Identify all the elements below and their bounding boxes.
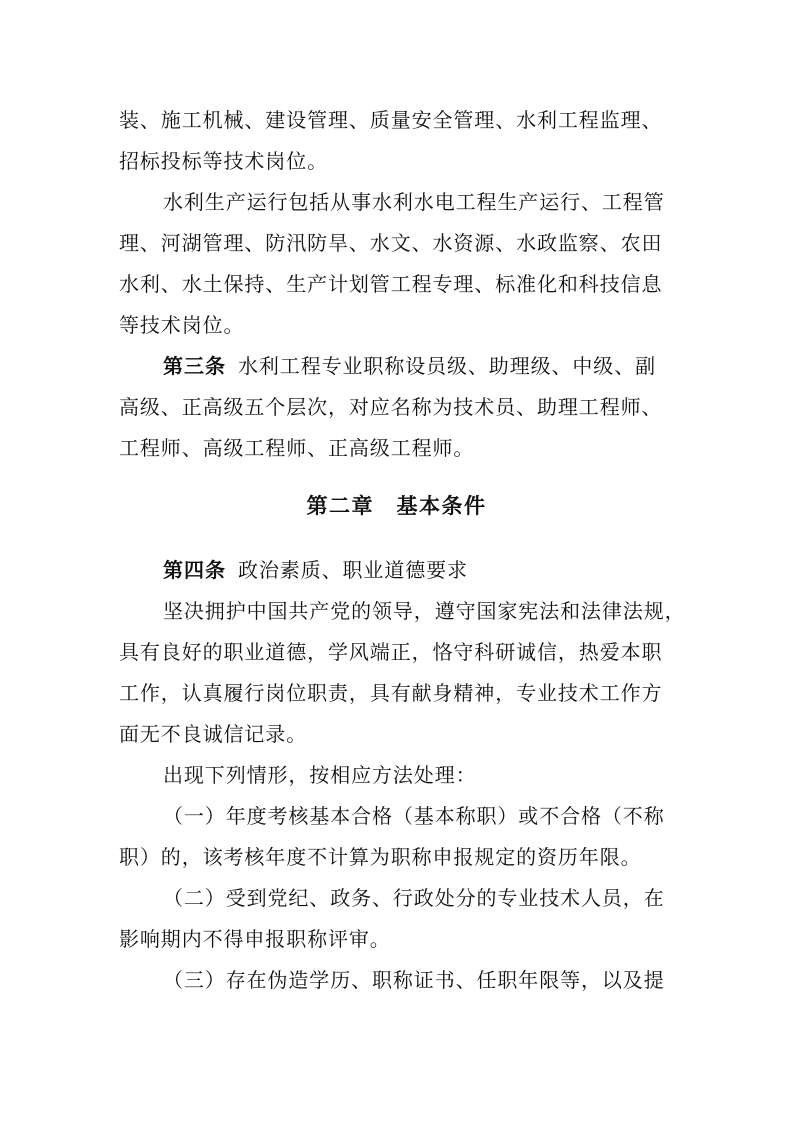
body-text-line: 等技术岗位。 — [119, 313, 245, 337]
article-3-label: 第三条 — [163, 354, 226, 378]
chapter-heading: 第二章 基本条件 — [306, 494, 487, 518]
body-text-line: 工作，认真履行岗位职责，具有献身精神，专业技术工作方 — [119, 681, 663, 705]
body-text-line: 具有良好的职业道德，学风端正，恪守科研诚信，热爱本职 — [119, 640, 663, 664]
list-item-line: 职）的，该考核年度不计算为职称申报规定的资历年限。 — [119, 845, 642, 869]
article-3-line — [163, 352, 723, 380]
list-item-line: （二）受到党纪、政务、行政处分的专业技术人员，在 — [163, 886, 665, 910]
body-text-line: 工程师、高级工程师、正高级工程师。 — [119, 436, 475, 460]
list-item-line: 影响期内不得申报职称评审。 — [119, 927, 391, 951]
body-text-line: 出现下列情形，按相应方法处理： — [163, 763, 477, 787]
body-text-line: 高级、正高级五个层次，对应名称为技术员、助理工程师、 — [119, 395, 663, 419]
article-4-title: 政治素质、职业道德要求 — [238, 558, 468, 582]
article-4-label: 第四条 — [163, 558, 226, 582]
body-text-line: 坚决拥护中国共产党的领导，遵守国家宪法和法律法规， — [163, 599, 686, 623]
article-4-line — [163, 556, 723, 584]
body-text-line: 装、施工机械、建设管理、质量安全管理、水利工程监理、 — [119, 108, 663, 132]
list-item-line: （三）存在伪造学历、职称证书、任职年限等，以及提 — [163, 968, 665, 992]
body-text-line: 面无不良诚信记录。 — [119, 722, 308, 746]
body-text-line: 水利生产运行包括从事水利水电工程生产运行、工程管 — [163, 190, 665, 214]
article-3-text: 水利工程专业职称设员级、助理级、中级、副 — [238, 354, 656, 378]
body-text-line: 理、河湖管理、防汛防旱、水文、水资源、水政监察、农田 — [119, 231, 663, 255]
list-item-line: （一）年度考核基本合格（基本称职）或不合格（不称 — [163, 804, 665, 828]
body-text-line: 招标投标等技术岗位。 — [119, 149, 328, 173]
body-text-line: 水利、水土保持、生产计划管工程专理、标准化和科技信息 — [119, 272, 663, 296]
